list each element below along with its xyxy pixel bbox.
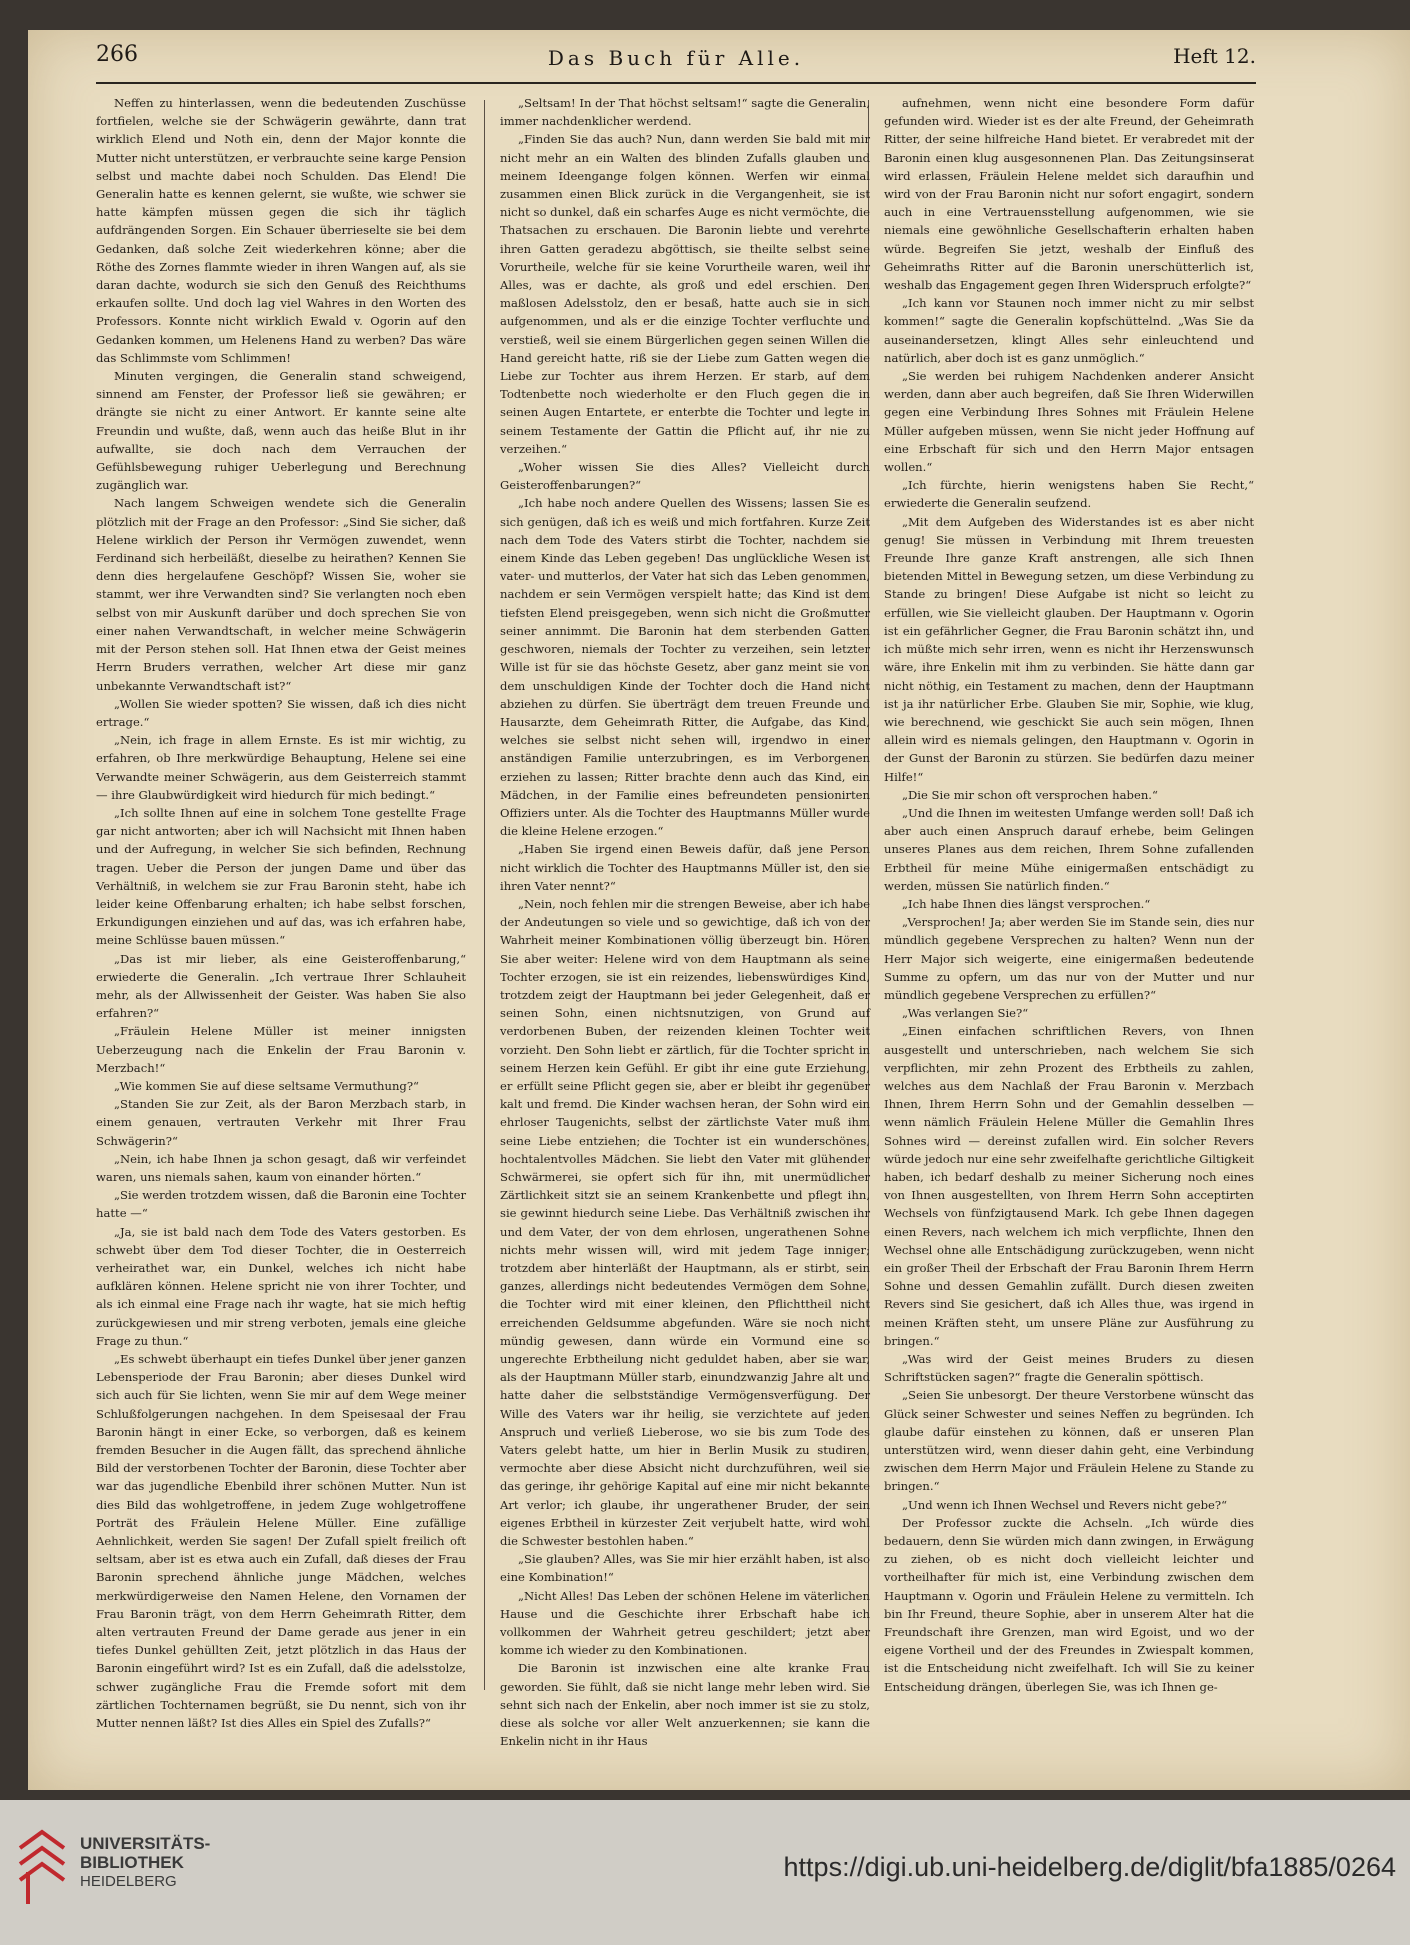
paragraph: „Wie kommen Sie auf diese seltsame Vermuthung?“ (114, 1078, 419, 1093)
column-divider (484, 100, 485, 1690)
page-header (96, 42, 1256, 84)
paragraph: aufnehmen, wenn nicht eine besondere Form dafür gefunden wird. Wieder ist es der alte Freund, der Geheimrath Ritter, der seine hilfreiche Hand bietet. Er verabredet mit der Baronin einen klug ausgesonnenen Plan. Das Zeitungsinserat wird erlassen, Fräulein Helene meldet sich daraufhin und wird von der Frau Baronin nicht nur sofort engagirt, sondern auch in eine Vertrauensstellung aufgenommen, wie sie niemals eine gewöhnliche Gesellschafterin erhalten haben würde. Begreifen Sie jetzt, weshalb der Einfluß des Geheimraths Ritter auf die Baronin unerschütterlich ist, weshalb das Engagement gegen Ihren Widerspruch erfolgte?“ (884, 96, 1254, 293)
paragraph: „Ich sollte Ihnen auf eine in solchem Tone gestellte Frage gar nicht antworten; aber ich will Nachsicht mit Ihnen haben und der Aufregung, in welcher Sie sich befinden, Rechnung tragen. Ueber die Person der jungen Dame und über das Verhältniß, in welchem sie zur Frau Baronin steht, habe ich leider keine Offenbarung erhalten; ich habe selbst forschen, Erkundigungen einziehen und auf das, was ich erfahren habe, meine Schlüsse bauen müssen.“ (96, 805, 466, 948)
paragraph: „Mit dem Aufgeben des Widerstandes ist es aber nicht genug! Sie müssen in Verbindung mit Ihrem treuesten Freunde Ihre ganze Kraft anstrengen, alle sich Ihnen bietenden Mittel in Bewegung setzen, um diese Verbindung zu Stande zu bringen! Diese Aufgabe ist nicht so leicht zu erfüllen, wie Sie vielleicht glauben. Der Hauptmann v. Ogorin ist ein gefährlicher Gegner, die Frau Baronin schätzt ihn, und ich müßte mich sehr irren, wenn es nicht ihr Herzenswunsch wäre, ihre Enkelin mit ihm zu verbinden. Sie hätte dann gar nicht nöthig, ein Testament zu machen, denn der Hauptmann ist ja ihr natürlicher Erbe. Glauben Sie mir, Sophie, wie klug, wie berechnend, wie geschickt Sie auch sein mögen, Ihnen allein wird es niemals gelingen, den Hauptmann v. Ogorin in der Gunst der Baronin zu stürzen. Sie bedürfen dazu meiner Hilfe!“ (884, 514, 1254, 784)
paragraph: „Das ist mir lieber, als eine Geisteroffenbarung,“ erwiederte die Generalin. „Ich vertraue Ihrer Schlauheit mehr, als der Allwissenheit der Geister. Was haben Sie also erfahren?“ (96, 951, 466, 1021)
paragraph: „Fräulein Helene Müller ist meiner innigsten Ueberzeugung nach die Enkelin der Frau Baronin v. Merzbach!“ (96, 1024, 466, 1075)
paragraph: „Ich habe Ihnen dies längst versprochen.“ (902, 896, 1151, 911)
paragraph: „Seltsam! In der That höchst seltsam!“ sagte die Generalin, immer nachdenklicher werdend. (500, 96, 870, 129)
paragraph: „Ich habe noch andere Quellen des Wissens; lassen Sie es sich genügen, daß ich es weiß und mich fortfahren. Kurze Zeit nach dem Tode des Vaters stirbt die Tochter, nachdem sie einem Kinde das Leben gegeben! Das unglückliche Wesen ist vater- und mutterlos, der Vater hat sich das Leben genommen, nachdem er sein Vermögen verspielt hatte; das Kind ist dem tiefsten Elend preisgegeben, wenn sich nicht die Großmutter seiner annimmt. Die Baronin hat dem sterbenden Gatten geschworen, niemals der Tochter zu verzeihen, sein letzter Wille ist für sie das höchste Gesetz, aber ganz meint sie von dem unschuldigen Kinde der Tochter doch die Hand nicht abziehen zu dürfen. Sie überträgt dem treuen Freunde und Hausarzte, dem Geheimrath Ritter, die Aufgabe, das Kind, welches sie selbst nicht sehen will, irgendwo in einer anständigen Familie unterzubringen, es im Verborgenen erziehen zu lassen; Ritter brachte denn auch das Kind, ein Mädchen, in der Familie eines befreundeten pensionirten Offiziers unter. Als die Tochter des Hauptmanns Müller wurde die kleine Helene erzogen.“ (500, 496, 870, 839)
paragraph: Nach langem Schweigen wendete sich die Generalin plötzlich mit der Frage an den Professor: „Sind Sie sicher, daß Helene wirklich der Person ihr Vermögen zuwendet, wenn Ferdinand sich herbeiläßt, dieselbe zu heirathen? Kennen Sie denn dies hergelaufene Geschöpf? Wissen Sie, woher sie stammt, wer ihre Verwandten sind? Sie verlangten noch eben selbst von mir Auskunft darüber und doch sprechen Sie von einer nahen Verwandtschaft, in welcher meine Schwägerin mit der Person stehen soll. Hat Ihnen etwa der Geist meines Herrn Bruders verrathen, welcher Art diese mir ganz unbekannte Verwandtschaft ist?“ (96, 496, 466, 693)
text-column-1 (96, 94, 467, 1731)
paragraph: „Woher wissen Sie dies Alles? Vielleicht durch Geisteroffenbarungen?“ (500, 460, 870, 493)
paragraph: „Was verlangen Sie?“ (902, 1006, 1029, 1021)
paragraph: „Einen einfachen schriftlichen Revers, von Ihnen ausgestellt und unterschrieben, nach welchem Sie sich verpflichten, mir zehn Prozent des Erbtheils zu zahlen, welches aus dem Nachlaß der Frau Baronin v. Merzbach Ihnen, Ihrem Herrn Sohn und der Gemahlin desselben — wenn nämlich Fräulein Helene Müller die Gemahlin Ihres Sohnes wird — dereinst zufallen wird. Ein solcher Revers würde jedoch nur eine sehr zweifelhafte gerichtliche Giltigkeit haben, ich bedarf deshalb zu meiner Sicherung noch eines von Ihnen ausgestellten, von Ihrem Herrn Sohn acceptirten Wechsels von fünfzigtausend Mark. Ich gebe Ihnen dagegen einen Revers, nach welchem ich mich verpflichte, Ihnen den Wechsel ohne alle Entschädigung zurückzugeben, wenn nicht ein großer Theil der Erbschaft der Frau Baronin Ihrem Herrn Sohne und dessen Gemahlin zufällt. Durch diesen zweiten Revers sind Sie gesichert, daß ich Alles thue, was irgend in meinen Kräften steht, um unsere Pläne zur Ausführung zu bringen.“ (884, 1024, 1254, 1348)
paragraph: „Nicht Alles! Das Leben der schönen Helene im väterlichen Hause und die Geschichte ihrer Erbschaft habe ich vollkommen der Wahrheit getreu geschildert; jetzt aber komme ich wieder zu den Kombinationen. (500, 1588, 870, 1658)
text-column-3 (884, 94, 1254, 1694)
paragraph: „Ich fürchte, hierin wenigstens haben Sie Recht,“ erwiederte die Generalin seufzend. (884, 478, 1254, 511)
library-name-line: UNIVERSITÄTS- (80, 1834, 211, 1853)
paragraph: „Ich kann vor Staunen noch immer nicht zu mir selbst kommen!“ sagte die Generalin kopfschüttelnd. „Was Sie da auseinandersetzen, klingt Alles sehr einleuchtend und natürlich, aber doch ist es ganz unmöglich.“ (884, 296, 1254, 365)
text-column-2 (500, 94, 871, 1749)
paragraph: „Was wird der Geist meines Bruders zu diesen Schriftstücken sagen?“ fragte die Generalin spöttisch. (884, 1352, 1254, 1385)
paragraph: „Ja, sie ist bald nach dem Tode des Vaters gestorben. Es schwebt über dem Tod dieser Tochter, die in Oesterreich verheirathet war, ein Dunkel, welches ich nicht habe aufklären können. Helene spricht nie von ihrer Tochter, und als ich einmal eine Frage nach ihr wagte, hat sie mich heftig zurückgewiesen und mir streng verboten, jemals eine gleiche Frage zu thun.“ (96, 1224, 466, 1348)
paragraph: „Sie werden bei ruhigem Nachdenken anderer Ansicht werden, dann aber auch begreifen, daß Sie Ihren Widerwillen gegen eine Verbindung Ihres Sohnes mit Fräulein Helene Müller aufgeben müssen, wenn Sie nicht jeder Hoffnung auf eine Erbschaft für sich und den Herrn Major entsagen wollen.“ (884, 369, 1254, 475)
paragraph: Die Baronin ist inzwischen eine alte kranke Frau geworden. Sie fühlt, daß sie nicht lange mehr leben wird. Sie sehnt sich nach der Enkelin, aber noch immer ist sie zu stolz, diese als solche vor aller Welt anzuerkennen; sie kann die Enkelin nicht in ihr Haus (500, 1661, 870, 1749)
paragraph: „Es schwebt überhaupt ein tiefes Dunkel über jener ganzen Lebensperiode der Frau Baronin; aber dieses Dunkel wird sich auch für Sie lichten, wenn Sie mir auf dem Wege meiner Schlußfolgerungen nachgehen. In dem Speisesaal der Frau Baronin hängt in einer Ecke, so verborgen, daß es keinem fremden Besucher in die Augen fällt, das sprechend ähnliche Bild der verstorbenen Tochter der Baronin, diese Tochter aber war das jugendliche Ebenbild ihrer schönen Mutter. Nun ist dies Bild das wohlgetroffene, in jedem Zuge wohlgetroffene Porträt des Fräulein Helene Müller. Eine zufällige Aehnlichkeit, werden Sie sagen! Der Zufall spielt freilich oft seltsam, aber ist es etwa auch ein Zufall, daß dieses der Frau Baronin sprechend ähnliche junge Mädchen, welches merkwürdigerweise den Namen Helene, den Vornamen der Frau Baronin trägt, von dem Herrn Geheimrath Ritter, dem alten vertrauten Freund der Dame gerade aus jener in ein tiefes Dunkel gehüllten Zeit, jetzt plötzlich in das Haus der Baronin eingeführt wird? Ist es ein Zufall, daß die adelsstolze, schwer zugängliche Frau die Fremde sofort mit dem zärtlichen Tochternamen begrüßt, sie Du nennt, sich von ihr Mutter nennen läßt? Ist dies Alles ein Spiel des Zufalls?“ (96, 1352, 466, 1731)
paragraph: „Versprochen! Ja; aber werden Sie im Stande sein, dies nur mündlich gegebene Versprechen zu halten? Wenn nun der Herr Major sich weigerte, eine einigermaßen bedeutende Summe zu opfern, um das nur von der Mutter und nur mündlich gegebene Versprechen zu erfüllen?“ (884, 915, 1254, 1002)
paragraph: Der Professor zuckte die Achseln. „Ich würde dies bedauern, denn Sie würden mich dann zwingen, in Erwägung zu ziehen, ob es nicht doch vielleicht leichter und vortheilhafter für mich ist, eine Verbindung zwischen dem Hauptmann v. Ogorin und Fräulein Helene zu vermitteln. Ich bin Ihr Freund, theure Sophie, aber in unserem Alter hat die Freundschaft ihre Grenzen, man wird Egoist, und wo der eigene Vortheil und der des Freundes in Zwiespalt kommen, ist die Entscheidung nicht zweifelhaft. Ich will Sie zu keiner Entscheidung drängen, überlegen Sie, was ich Ihnen ge- (884, 1515, 1254, 1694)
paragraph: „Wollen Sie wieder spotten? Sie wissen, daß ich dies nicht ertrage.“ (96, 696, 466, 729)
publication-title: Das Buch für Alle. (547, 46, 805, 70)
library-footer (0, 1800, 1410, 1945)
paragraph: „Die Sie mir schon oft versprochen haben.“ (902, 787, 1158, 802)
paragraph: „Sie werden trotzdem wissen, daß die Baronin eine Tochter hatte —“ (96, 1188, 466, 1221)
paragraph: „Nein, ich habe Ihnen ja schon gesagt, daß wir verfeindet waren, uns niemals sahen, kaum von einander hörten.“ (96, 1151, 466, 1184)
paragraph: „Nein, noch fehlen mir die strengen Beweise, aber ich habe der Andeutungen so viele und so gewichtige, daß ich von der Wahrheit meiner Kombinationen völlig überzeugt bin. Hören Sie aber weiter: Helene wird von dem Hauptmann als seine Tochter erzogen, sie ist ein reizendes, liebenswürdiges Kind, trotzdem zeigt der Hauptmann bei jeder Gelegenheit, daß er seinen Sohn, einen nichtsnutzigen, von Grund auf verdorbenen Buben, der reizenden kleinen Tochter weit vorzieht. Den Sohn liebt er zärtlich, für die Tochter spricht in seinem Herzen kein Gefühl. Er gibt ihr eine gute Erziehung, er erfüllt seine Pflicht gegen sie, aber er bleibt ihr gegenüber kalt und fremd. Die Kinder wachsen heran, der Sohn wird ein ehrloser Taugenichts, selbst der zärtlichste Vater muß ihm seine Liebe entziehen; die Tochter ist ein wunderschönes, hochtalentvolles Mädchen. Sie liebt den Vater mit glühender Schwärmerei, sie opfert sich für ihn, mit unermüdlicher Zärtlichkeit sitzt sie an seinem Krankenbette und pflegt ihn, sie gewinnt hiedurch seine Liebe. Das Verhältniß zwischen ihr und dem Vater, der von dem ehrlosen, ungerathenen Sohne nichts mehr wissen will, wird mit jedem Tage inniger; trotzdem aber hinterläßt der Hauptmann, als er stirbt, sein ganzes, allerdings nicht bedeutendes Vermögen dem Sohne, die Tochter wird mit einer kleinen, den Pflichttheil nicht erreichenden Geldsumme abgefunden. Wäre sie noch nicht mündig gewesen, dann würde ein Vormund eine so ungerechte Erbtheilung nicht geduldet haben, aber sie war, als der Hauptmann Müller starb, einundzwanzig Jahre alt und hatte daher die selbstständige Vermögensverfügung. Der Wille des Vaters war ihr heilig, sie verzichtete auf jeden Anspruch und verließ Lieberose, wo sie bis zum Tode des Vaters gelebt hatte, um hier in Berlin Musik zu studiren, vermochte aber diese Absicht nicht durchzuführen, weil sie das geringe, ihr gehörige Kapital auf eine mir nicht bekannte Art verlor; ich glaube, ihr ungerathener Bruder, der sein eigenes Erbtheil in kürzester Zeit verjubelt hatte, wird wohl die Schwester bestohlen haben.“ (500, 896, 871, 1549)
library-name-line: HEIDELBERG (80, 1873, 177, 1890)
paragraph: „Nein, ich frage in allem Ernste. Es ist mir wichtig, zu erfahren, ob Ihre merkwürdige Behauptung, Helene sei eine Verwandte meiner Schwägerin, aus dem Geisterreich stammt — ihre Glaubwürdigkeit wird hiedurch für mich bedingt.“ (96, 733, 466, 802)
paragraph: Minuten vergingen, die Generalin stand schweigend, sinnend am Fenster, der Professor ließ sie gewähren; er drängte sie nicht zu einer Antwort. Er kannte seine alte Freundin und wußte, daß, wenn auch das heiße Blut in ihr aufwallte, sie doch nach dem Verrauchen der Gefühlsbewegung ruhiger Ueberlegung und Berechnung zugänglich war. (96, 369, 466, 493)
page-number: 266 (96, 42, 138, 67)
library-name (80, 1834, 210, 1891)
paragraph: Neffen zu hinterlassen, wenn die bedeutenden Zuschüsse fortfielen, welche sie der Schwägerin gewährte, dann trat wirklich Elend und Noth ein, denn der Major konnte die Mutter nicht unterstützen, er verbrauchte seine karge Pension selbst und machte dabei noch Schulden. Das Elend! Die Generalin hatte es kennen gelernt, sie wußte, wie schwer sie hatte kämpfen müssen gegen die sich ihr täglich aufdrängenden Sorgen. Ein Schauer überrieselte sie bei dem Gedanken, daß solche Zeit wiederkehren könne; aber die Röthe des Zornes flammte wieder in ihren Wangen auf, als sie daran dachte, wodurch sie sich den Genuß des Reichthums erkaufen sollte. Und doch lag viel Wahres in den Worten des Professors. Konnte nicht wirklich Ewald v. Ogorin auf den Gedanken kommen, um Helenens Hand zu werben? Das wäre das Schlimmste vom Schlimmen! (96, 96, 467, 365)
paragraph: „Und wenn ich Ihnen Wechsel und Revers nicht gebe?“ (902, 1497, 1228, 1512)
university-logo-icon (14, 1828, 70, 1908)
paragraph: „Haben Sie irgend einen Beweis dafür, daß jene Person nicht wirklich die Tochter des Hauptmanns Müller ist, den sie ihren Vater nennt?“ (500, 842, 870, 893)
paragraph: „Finden Sie das auch? Nun, dann werden Sie bald mit mir nicht mehr an ein Walten des blinden Zufalls glauben und meinem Ideengange folgen können. Werfen wir einmal zusammen einen Blick zurück in die Vergangenheit, sie ist nicht so dunkel, daß ein scharfes Auge es nicht vermöchte, die Thatsachen zu erschauen. Die Baronin liebte und verehrte ihren Gatten geradezu abgöttisch, sie theilte selbst seine Vorurtheile, welche für sie keine Vorurtheile waren, weil ihr Alles, was er dachte, als groß und edel erschien. Den maßlosen Adelsstolz, den er besaß, hatte auch sie in sich aufgenommen, und als er die einzige Tochter verfluchte und verstieß, weil sie einem Bürgerlichen gegen seinen Willen die Hand gereicht hatte, riß sie der Liebe zum Gatten wegen die Liebe zur Tochter aus ihrem Herzen. Er starb, auf dem Todtenbette noch wiederholte er den Fluch gegen die in seinen Augen Entartete, er enterbte die Tochter und legte in seinem Testamente der Gattin die Pflicht auf, ihr nie zu verzeihen.“ (500, 132, 870, 456)
paragraph: „Sie glauben? Alles, was Sie mir hier erzählt haben, ist also eine Kombination!“ (500, 1552, 870, 1585)
paragraph: „Seien Sie unbesorgt. Der theure Verstorbene wünscht das Glück seiner Schwester und seines Neffen zu begründen. Ich glaube dafür einstehen zu können, daß er unseren Plan unterstützen wird, wenn dieser dahin geht, eine Verbindung zwischen dem Herrn Major und Fräulein Helene zu Stande zu bringen.“ (884, 1388, 1254, 1494)
paragraph: „Und die Ihnen im weitesten Umfange werden soll! Daß ich aber auch einen Anspruch darauf erhebe, beim Gelingen unseres Planes aus dem reichen, Ihrem Sohne zufallenden Erbtheil für meine Mühe einigermaßen entschädigt zu werden, müssen Sie natürlich finden.“ (884, 805, 1254, 893)
paragraph: „Standen Sie zur Zeit, als der Baron Merzbach starb, in einem genauen, vertrauten Verkehr mit Ihrer Frau Schwägerin?“ (96, 1097, 466, 1148)
library-name-line: BIBLIOTHEK (80, 1853, 184, 1872)
issue-number: Heft 12. (1173, 44, 1256, 68)
permalink-url[interactable]: https://digi.ub.uni-heidelberg.de/diglit/bfa1885/0264 (783, 1852, 1396, 1882)
